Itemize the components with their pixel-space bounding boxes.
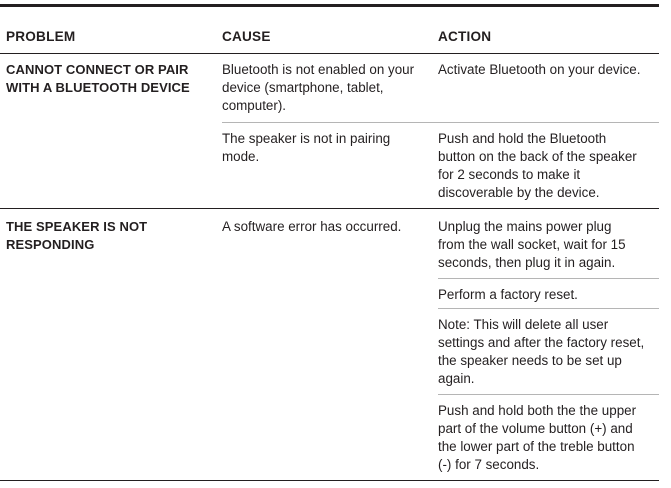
- action-hold-bluetooth-button: Push and hold the Bluetooth button on the back of the speaker for 2 seconds to make it discoverable by the device.: [438, 131, 637, 200]
- action-reset-note: Note: This will delete all user settings and after the factory reset, the speaker needs to be set up again.: [438, 317, 645, 386]
- cause-not-pairing-mode: The speaker is not in pairing mode.: [222, 131, 391, 164]
- row-divider: [222, 122, 659, 123]
- table-top-rule: [0, 4, 659, 7]
- problem-not-responding: THE SPEAKER IS NOT RESPONDING: [6, 219, 148, 252]
- action-divider: [438, 308, 659, 309]
- cause-bluetooth-disabled: Bluetooth is not enabled on your device (smartphone, tablet, computer).: [222, 62, 415, 113]
- table-bottom-rule: [0, 480, 659, 481]
- action-factory-reset: Perform a factory reset.: [438, 287, 578, 302]
- action-divider: [438, 278, 659, 279]
- cause-software-error: A software error has occurred.: [222, 219, 402, 234]
- action-unplug-power: Unplug the mains power plug from the wall socket, wait for 15 seconds, then plug it in again.: [438, 219, 626, 270]
- problem-bluetooth-pairing: CANNOT CONNECT OR PAIR WITH A BLUETOOTH DEVICE: [6, 62, 190, 95]
- header-rule: [0, 53, 659, 54]
- action-activate-bluetooth: Activate Bluetooth on your device.: [438, 62, 641, 77]
- header-action: ACTION: [438, 29, 492, 44]
- action-hold-volume-treble: Push and hold both the the upper part of the volume button (+) and the lower part of the treble button (-) for 7 seconds.: [438, 403, 637, 472]
- action-divider: [438, 394, 659, 395]
- header-cause: CAUSE: [222, 29, 271, 44]
- row-rule: [0, 208, 659, 209]
- header-problem: PROBLEM: [6, 29, 76, 44]
